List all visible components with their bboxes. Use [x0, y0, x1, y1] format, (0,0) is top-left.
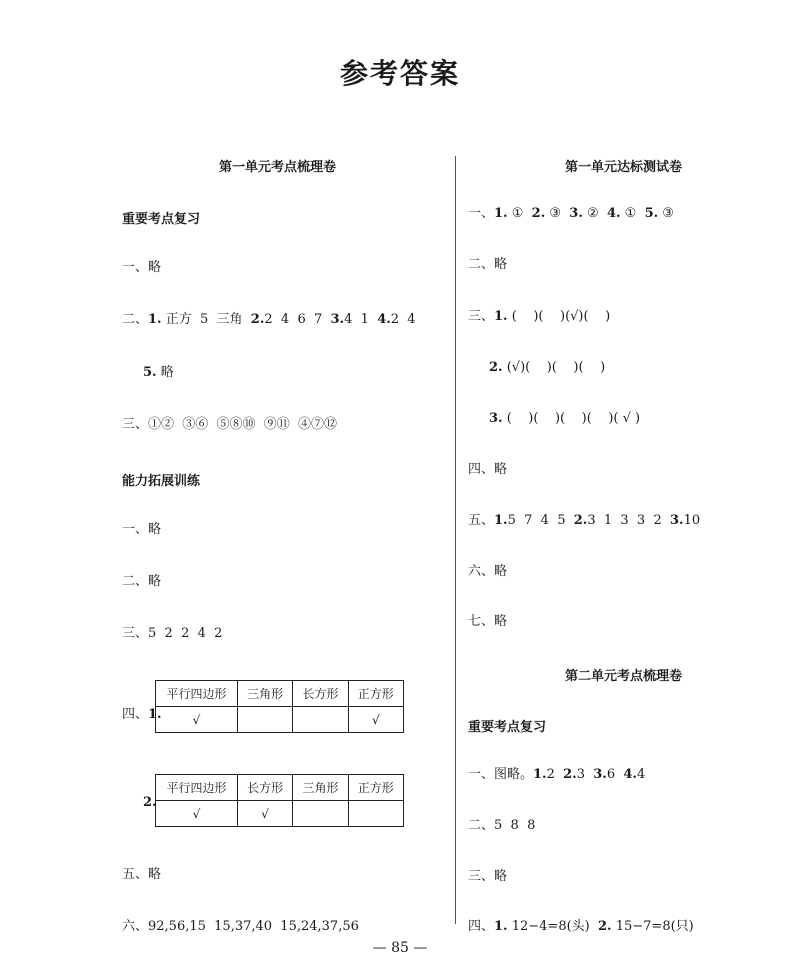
answer-line — [468, 513, 700, 529]
answer-text: 3 1 3 3 2 — [587, 513, 671, 528]
table-header-cell: 长方形 — [237, 775, 292, 801]
table-header-cell: 三角形 — [237, 681, 292, 707]
answer-text: ( )( )( )( )( √ ) — [502, 411, 641, 426]
item-number: 5. — [644, 206, 659, 221]
check-cell — [293, 707, 348, 733]
answer-line — [489, 411, 640, 427]
answer-text: 五、 — [468, 513, 495, 528]
table-row — [156, 801, 404, 827]
check-cell — [237, 707, 292, 733]
item-number: 1. — [494, 309, 508, 324]
answer-text: 15−7=8(只) — [611, 919, 694, 934]
item-number: 2. — [250, 312, 265, 327]
subheading-ability-training: 能力拓展训练 — [122, 474, 201, 489]
answer-text: 略 — [156, 365, 174, 380]
answer-line: 五、略 — [122, 867, 162, 882]
answer-text: 10 — [683, 513, 701, 528]
table-row — [156, 707, 404, 733]
item-number: 3. — [569, 206, 583, 221]
answer-line — [468, 767, 645, 783]
check-cell — [293, 801, 348, 827]
section-title-unit2-review: 第二单元考点梳理卷 — [565, 669, 683, 684]
answer-text: ③ — [658, 206, 674, 221]
answer-text: 四、 — [468, 919, 495, 934]
item-number: 3. — [670, 513, 684, 528]
answer-text: 一、图略。 — [468, 767, 534, 782]
table-header-cell: 正方形 — [348, 681, 403, 707]
item-number: 4. — [606, 206, 621, 221]
item-number: 1. — [148, 707, 162, 722]
item-number: 1. — [494, 206, 508, 221]
item-number: 2. — [563, 767, 577, 782]
answer-text: ① — [620, 206, 645, 221]
answer-text: 6 — [606, 767, 624, 782]
answer-line — [122, 312, 416, 328]
answer-text: ② — [582, 206, 607, 221]
answer-text: ① — [507, 206, 532, 221]
answer-text: ( )( )(√)( ) — [507, 309, 611, 324]
answer-line: 一、略 — [122, 522, 162, 537]
check-cell: √ — [156, 707, 238, 733]
table-header-cell: 平行四边形 — [156, 681, 238, 707]
answer-line: 六、略 — [468, 564, 508, 579]
item-number: 2. — [573, 513, 588, 528]
page-number: — 85 — — [372, 940, 428, 956]
table-header-cell: 三角形 — [293, 775, 348, 801]
answer-text: 四、 — [122, 707, 149, 722]
table-header-cell: 平行四边形 — [156, 775, 238, 801]
answer-line: 三、5 2 2 4 2 — [122, 626, 223, 641]
shape-table-2 — [155, 774, 404, 827]
answer-line: 二、略 — [468, 257, 508, 272]
shape-table-1 — [155, 680, 404, 733]
answer-line: 二、略 — [122, 574, 162, 589]
subheading-key-points: 重要考点复习 — [468, 720, 547, 735]
answer-text: 3 — [576, 767, 594, 782]
table-header-cell: 正方形 — [348, 775, 403, 801]
page-title: 参考答案 — [339, 57, 460, 90]
item-number: 5. — [143, 365, 157, 380]
table-header-row — [156, 681, 404, 707]
item-number: 2. — [598, 919, 612, 934]
item-number: 1. — [533, 767, 547, 782]
answer-text: 2 4 6 7 — [264, 312, 331, 327]
item-number: 3. — [593, 767, 607, 782]
answer-line: 六、92,56,15 15,37,40 15,24,37,56 — [122, 919, 359, 934]
item-number: 4. — [623, 767, 637, 782]
answer-text: ③ — [545, 206, 570, 221]
check-cell: √ — [348, 707, 403, 733]
answer-text: 2 4 — [390, 312, 416, 327]
answer-line: 一、略 — [122, 260, 162, 275]
answer-line — [468, 919, 694, 935]
check-cell — [348, 801, 403, 827]
item-number: 2. — [489, 360, 503, 375]
column-divider — [455, 156, 456, 924]
answer-text: 正方 5 三角 — [161, 312, 251, 327]
answer-line: 二、5 8 8 — [468, 818, 536, 833]
answer-line: 三、略 — [468, 869, 508, 884]
section-title-unit1-test: 第一单元达标测试卷 — [565, 160, 683, 175]
item-number: 2. — [531, 206, 546, 221]
answer-text: 二、 — [122, 312, 149, 327]
answer-text: 三、 — [468, 309, 495, 324]
answer-line — [468, 206, 674, 222]
answer-text: 12−4=8(头) — [507, 919, 599, 934]
answer-line: 四、略 — [468, 462, 508, 477]
item-number: 4. — [377, 312, 391, 327]
answer-text: 2 — [546, 767, 564, 782]
table-header-row — [156, 775, 404, 801]
check-cell: √ — [156, 801, 238, 827]
subheading-key-points: 重要考点复习 — [122, 212, 201, 227]
item-number: 1. — [148, 312, 162, 327]
answer-line — [489, 360, 605, 376]
answer-text: 5 7 4 5 — [507, 513, 574, 528]
answer-text: (√)( )( )( ) — [502, 360, 606, 375]
answer-line — [468, 309, 610, 325]
answer-text: 4 — [636, 767, 646, 782]
answer-text: 一、 — [468, 206, 495, 221]
section-title-unit1-review: 第一单元考点梳理卷 — [219, 160, 337, 175]
answer-text: 4 1 — [344, 312, 378, 327]
check-cell: √ — [237, 801, 292, 827]
item-number: 3. — [330, 312, 345, 327]
table-header-cell: 长方形 — [293, 681, 348, 707]
answer-line — [143, 365, 174, 381]
item-number: 1. — [494, 919, 508, 934]
answer-line: 三、①② ③⑥ ⑤⑧⑩ ⑨⑪ ④⑦⑫ — [122, 417, 338, 432]
answer-line: 七、略 — [468, 614, 508, 629]
item-number: 3. — [489, 411, 503, 426]
table-label: 2. — [143, 795, 157, 810]
item-number: 1. — [494, 513, 508, 528]
